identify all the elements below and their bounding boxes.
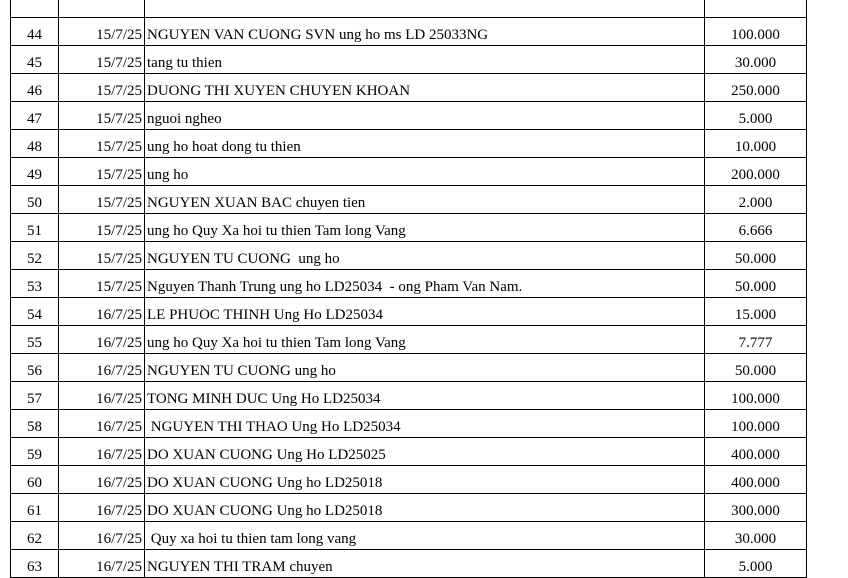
- donation-table: [10, 0, 807, 578]
- row-number: 59: [11, 438, 59, 466]
- table-row: [11, 158, 807, 186]
- row-date: [59, 0, 145, 18]
- row-description: Quy xa hoi tu thien tam long vang: [145, 522, 705, 550]
- row-description: Nguyen Thanh Trung ung ho LD25034 - ong Pham Van Nam.: [145, 270, 705, 298]
- table-row: [11, 102, 807, 130]
- row-number: 49: [11, 158, 59, 186]
- row-description: NGUYEN THI THAO Ung Ho LD25034: [145, 410, 705, 438]
- donation-ledger: [10, 0, 806, 578]
- row-number: 46: [11, 74, 59, 102]
- row-description: ung ho hoat dong tu thien: [145, 130, 705, 158]
- row-date: 15/7/25: [59, 130, 145, 158]
- table-row: [11, 326, 807, 354]
- row-date: 16/7/25: [59, 326, 145, 354]
- row-date: 16/7/25: [59, 382, 145, 410]
- row-amount: 100.000: [705, 382, 807, 410]
- row-number: 50: [11, 186, 59, 214]
- row-description: ung ho: [145, 158, 705, 186]
- row-number: 58: [11, 410, 59, 438]
- row-amount: 10.000: [705, 130, 807, 158]
- row-number: 52: [11, 242, 59, 270]
- row-description: [145, 0, 705, 18]
- row-date: 15/7/25: [59, 102, 145, 130]
- row-amount: 5.000: [705, 102, 807, 130]
- row-description: NGUYEN THI TRAM chuyen: [145, 550, 705, 578]
- row-date: 15/7/25: [59, 158, 145, 186]
- row-date: 16/7/25: [59, 522, 145, 550]
- table-row: [11, 298, 807, 326]
- row-amount: 100.000: [705, 18, 807, 46]
- table-row: [11, 410, 807, 438]
- row-date: 16/7/25: [59, 354, 145, 382]
- row-number: [11, 0, 59, 18]
- row-description: NGUYEN TU CUONG ung ho: [145, 354, 705, 382]
- table-row: [11, 46, 807, 74]
- row-date: 15/7/25: [59, 242, 145, 270]
- table-row: [11, 354, 807, 382]
- row-date: 15/7/25: [59, 214, 145, 242]
- row-date: 16/7/25: [59, 466, 145, 494]
- row-amount: 400.000: [705, 438, 807, 466]
- row-description: DUONG THI XUYEN CHUYEN KHOAN: [145, 74, 705, 102]
- table-row: [11, 18, 807, 46]
- row-amount: [705, 0, 807, 18]
- table-row: [11, 186, 807, 214]
- row-date: 15/7/25: [59, 74, 145, 102]
- row-description: DO XUAN CUONG Ung Ho LD25025: [145, 438, 705, 466]
- row-amount: 5.000: [705, 550, 807, 578]
- table-row: [11, 522, 807, 550]
- row-number: 48: [11, 130, 59, 158]
- row-date: 15/7/25: [59, 186, 145, 214]
- row-date: 15/7/25: [59, 46, 145, 74]
- row-amount: 2.000: [705, 186, 807, 214]
- table-row: [11, 74, 807, 102]
- row-description: LE PHUOC THINH Ung Ho LD25034: [145, 298, 705, 326]
- row-description: ung ho Quy Xa hoi tu thien Tam long Vang: [145, 326, 705, 354]
- row-date: 16/7/25: [59, 438, 145, 466]
- row-number: 51: [11, 214, 59, 242]
- row-date: 15/7/25: [59, 18, 145, 46]
- row-number: 60: [11, 466, 59, 494]
- row-amount: 50.000: [705, 242, 807, 270]
- row-number: 45: [11, 46, 59, 74]
- row-amount: 50.000: [705, 270, 807, 298]
- row-amount: 50.000: [705, 354, 807, 382]
- row-date: 16/7/25: [59, 494, 145, 522]
- table-row: [11, 550, 807, 578]
- row-description: NGUYEN XUAN BAC chuyen tien: [145, 186, 705, 214]
- row-number: 57: [11, 382, 59, 410]
- row-date: 16/7/25: [59, 298, 145, 326]
- table-row: [11, 466, 807, 494]
- table-row: [11, 270, 807, 298]
- table-row: [11, 242, 807, 270]
- row-amount: 100.000: [705, 410, 807, 438]
- row-number: 53: [11, 270, 59, 298]
- row-number: 62: [11, 522, 59, 550]
- row-amount: 250.000: [705, 74, 807, 102]
- row-description: DO XUAN CUONG Ung ho LD25018: [145, 494, 705, 522]
- table-row: [11, 214, 807, 242]
- table-row: [11, 130, 807, 158]
- row-amount: 300.000: [705, 494, 807, 522]
- row-amount: 15.000: [705, 298, 807, 326]
- row-amount: 7.777: [705, 326, 807, 354]
- row-amount: 30.000: [705, 46, 807, 74]
- row-number: 55: [11, 326, 59, 354]
- row-description: tang tu thien: [145, 46, 705, 74]
- row-description: ung ho Quy Xa hoi tu thien Tam long Vang: [145, 214, 705, 242]
- row-date: 16/7/25: [59, 550, 145, 578]
- row-number: 63: [11, 550, 59, 578]
- table-row: [11, 382, 807, 410]
- row-number: 47: [11, 102, 59, 130]
- row-number: 44: [11, 18, 59, 46]
- table-row: [11, 0, 807, 18]
- row-amount: 400.000: [705, 466, 807, 494]
- row-number: 54: [11, 298, 59, 326]
- row-amount: 6.666: [705, 214, 807, 242]
- row-description: TONG MINH DUC Ung Ho LD25034: [145, 382, 705, 410]
- table-row: [11, 494, 807, 522]
- row-description: nguoi ngheo: [145, 102, 705, 130]
- row-number: 61: [11, 494, 59, 522]
- row-description: NGUYEN TU CUONG ung ho: [145, 242, 705, 270]
- row-number: 56: [11, 354, 59, 382]
- row-description: DO XUAN CUONG Ung ho LD25018: [145, 466, 705, 494]
- row-date: 16/7/25: [59, 410, 145, 438]
- row-amount: 30.000: [705, 522, 807, 550]
- row-description: NGUYEN VAN CUONG SVN ung ho ms LD 25033NG: [145, 18, 705, 46]
- row-date: 15/7/25: [59, 270, 145, 298]
- row-amount: 200.000: [705, 158, 807, 186]
- table-row: [11, 438, 807, 466]
